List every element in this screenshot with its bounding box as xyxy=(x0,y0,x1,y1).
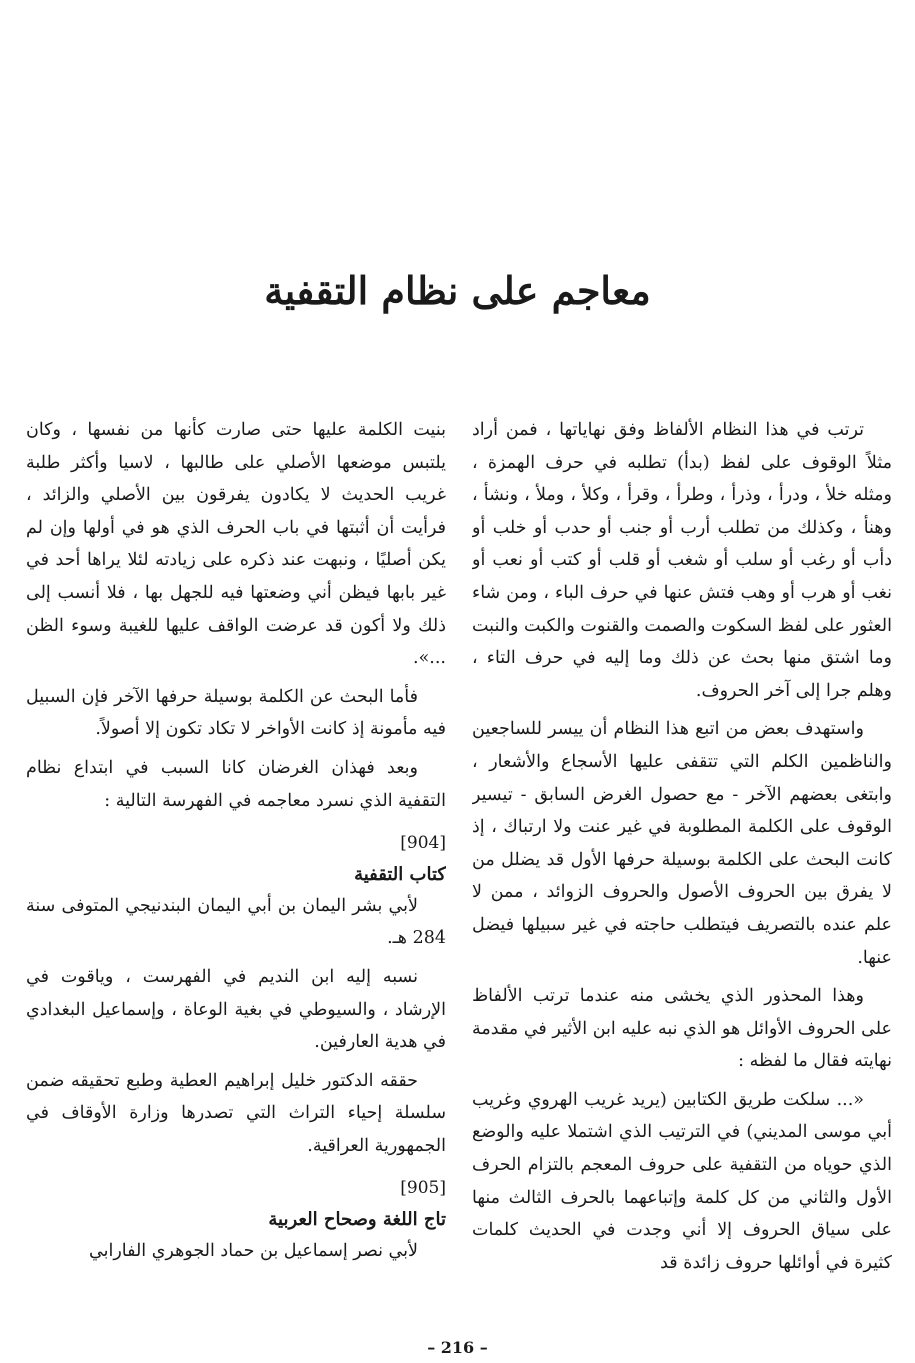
paragraph: وبعد فهذان الغرضان كانا السبب في ابتداع نظام التقفية الذي نسرد معاجمه في الفهرسة التالية : xyxy=(26,757,446,811)
entry-author: لأبي نصر إسماعيل بن حماد الجوهري الفارابي xyxy=(89,1241,418,1262)
paragraph: وهذا المحذور الذي يخشى منه عندما ترتب الألفاظ على الحروف الأوائل هو الذي نبه عليه ابن الأثير في مقدمة نهايته فقال ما لفظه : xyxy=(472,986,892,1072)
entry-note: حققه الدكتور خليل إبراهيم العطية وطبع تحقيقه ضمن سلسلة إحياء التراث التي تصدرها وزارة الأوقاف في الجمهورية العراقية. xyxy=(26,1070,446,1156)
entry-number: [904] xyxy=(400,833,446,854)
right-column xyxy=(472,414,892,1314)
paragraph: فأما البحث عن الكلمة بوسيلة حرفها الآخر فإن السبيل فيه مأمونة إذ كانت الأواخر لا تكاد تكون إلا أصولاً. xyxy=(26,686,446,740)
quote-continuation: بنيت الكلمة عليها حتى صارت كأنها من نفسها ، وكان يلتبس موضعها الأصلي على طالبها ، لاسيا وأكثر طلبة غريب الحديث لا يكادون يفرقون بين الأصلي والزائد ، فرأيت أن أثبتها في باب الحرف الذي هو في أولها وإن لم يكن أصليًا ، ونبهت عند ذكره على زيادته لئلا يراها أحد في غير بابها فيظن أني وضعتها فيه للجهل بها ، فلا أنسب إلى ذلك ولا أكون قد عرضت الواقف عليها للغيبة وسوء الظن ...». xyxy=(26,420,446,669)
entry-author: لأبي بشر اليمان بن أبي اليمان البندنيجي المتوفى سنة 284 هـ. xyxy=(26,895,446,949)
paragraph: ترتب في هذا النظام الألفاظ وفق نهاياتها ، فمن أراد مثلاً الوقوف على لفظ (بدأ) تطلبه في حرف الهمزة ، ومثله خلأ ، ودرأ ، وذرأ ، وطرأ ، وقرأ ، وكلأ ، وملأ ، ونشأ ، وهنأ ، وكذلك من تطلب أرب أو جنب أو حدب أو خلب أو دأب أو رغب أو سلب أو شغب أو قلب أو كتب أو نعب أو نغب أو هرب أو وهب فتش عنها في حرف الباء ، ومن شاء العثور على لفظ السكوت والصمت والقنوت والكبت والنبت وما اشتق منها بحث عن ذلك وما إليه في حرف التاء ، وهلم جرا إلى آخر الحروف. xyxy=(472,420,892,701)
left-column xyxy=(26,414,446,1314)
entry-number: [905] xyxy=(400,1178,446,1199)
entry-title: كتاب التقفية xyxy=(354,863,446,885)
quote-paragraph: «... سلكت طريق الكتابين (يريد غريب الهروي وغريب أبي موسى المديني) في الترتيب الذي اشتملا عليه والوضع الذي حوياه من التقفية على حروف المعجم بالتزام الحرف الأول والثاني من كل كلمة وإتباعهما بالحرف الثالث منها على سياق الحروف إلا أني وجدت في الحديث كلمات كثيرة في أوائلها حروف زائدة قد xyxy=(472,1089,892,1273)
page-title: معاجم على نظام التقفية xyxy=(264,268,651,313)
page-number: – 216 – xyxy=(427,1338,488,1357)
entry-title: تاج اللغة وصحاح العربية xyxy=(268,1209,446,1231)
paragraph: واستهدف بعض من اتبع هذا النظام أن ييسر للساجعين والناظمين الكلم التي تتقفى عليها الأسجاع والأشعار ، وابتغى بعضهم الآخر - مع حصول الغرض السابق - تيسير الوقوف على الكلمة المطلوبة في غير عنت ولا ارتباك ، إذ كانت البحث على الكلمة بوسيلة حرفها الأول قد يضلل من لا يفرق بين الحروف الأصول والحروف الزوائد ، ممن لا علم عنده بالتصريف فيتطلب حاجته في غير سبيلها فيضل عنها. xyxy=(472,719,892,968)
entry-note: نسبه إليه ابن النديم في الفهرست ، وياقوت في الإرشاد ، والسيوطي في بغية الوعاة ، وإسماعيل البغدادي في هدية العارفين. xyxy=(26,966,446,1053)
